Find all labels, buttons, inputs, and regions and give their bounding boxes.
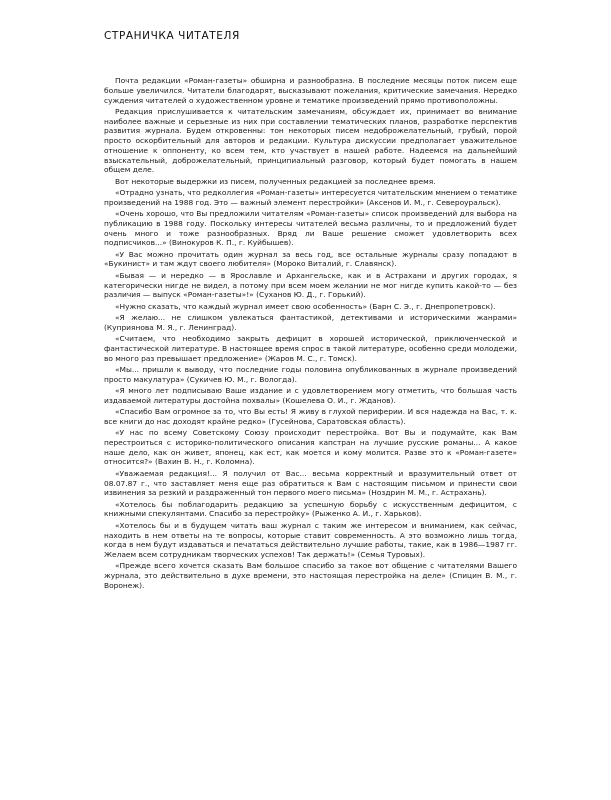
paragraph: Вот некоторые выдержки из писем, полученных редакцией за последнее время.: [115, 176, 436, 186]
paragraph: «Хотелось бы поблагодарить редакцию за успешную борьбу с искусственным дефицитом, с книжными спекулянтами. Спасибо за перестройку» (Рыженко А. И., г. Харьков).: [104, 499, 517, 519]
paragraph: «Бывая — и нередко — в Ярославле и Архангельске, как и в Астрахани и других городах, я категорически нигде не видел, а потому при всем моем желании не мог нигде купить какой-то — без различия — выпуск «Роман-газеты»!» (Суханов Ю. Д., г. Горький).: [104, 270, 517, 300]
paragraph: «Считаем, что необходимо закрыть дефицит в хорошей исторической, приключенческой и фантастической литературе. В настоящее время спрос в такой литературе, особенно среди молодежи, во много раз превышает предложение» (Жаров М. С., г. Томск).: [104, 334, 517, 363]
paragraph: «Отрадно узнать, что редколлегия «Роман-газеты» интересуется читательским мнением о тематике произведений на 1988 год. Это — важный элемент перестройки» (Аксенов И. М., г. Североуральск).: [104, 188, 517, 207]
paragraph: «У Вас можно прочитать один журнал за весь год, все остальные журналы сразу попадают в «Букинист» и там ждут своего любителя» (Мороко Виталий, г. Славянск).: [104, 249, 517, 269]
paragraph: «Прежде всего хочется сказать Вам большое спасибо за такое вот общение с читателями Вашего журнала, это действительно в духе времени, это настоящая перестройка на деле» (Спицин В. М., г. Воронеж).: [104, 561, 517, 590]
paragraph: «Я много лет подписываю Ваше издание и с удовлетворением могу отметить, что большая часть издаваемой литературы достойна похвалы» (Кошелева О. И., г. Жданов).: [104, 386, 517, 405]
paragraph: «Мы... пришли к выводу, что последние годы половина опубликованных в журнале произведений просто макулатура» (Сукичев Ю. М., г. Вологда).: [104, 364, 517, 384]
letters-column: [104, 76, 517, 592]
paragraph: «Очень хорошо, что Вы предложили читателям «Роман-газеты» список произведений для выбора на публикацию в 1988 году. Поскольку интересы читателей весьма различны, то и предложений будет очень много и тоже разнообразных. Вряд ли Ваше решение сможет удовлетворить всех подписчиков...» (Винокуров К. П., г. Куйбышев).: [104, 209, 517, 248]
paragraph: «Я желаю... не слишком увлекаться фантастикой, детективами и историческими жанрами» (Куприянова М. Я., г. Ленинград).: [104, 313, 517, 332]
paragraph: «Спасибо Вам огромное за то, что Вы есть! Я живу в глухой периферии. И вся надежда на Вас, т. к. все книги до нас доходят крайне редко» (Гусейнова, Саратовская область).: [104, 407, 517, 426]
paragraph: «У нас по всему Советскому Союзу происходит перестройка. Вот Вы и подумайте, как Вам перестроиться с историко-политического описания капстран на лучшие русские романы... А какое наше дело, как он живет, японец, как ест, как моется и кому молится. Разве это к «Роман-газете» относится?» (Вахин В. Н., г. Коломна).: [104, 428, 517, 467]
paragraph: «Хотелось бы и в будущем читать ваш журнал с таким же интересом и вниманием, как сейчас, находить в нем ответы на те вопросы, которые ставит современность. А это возможно лишь тогда, когда в нем будут издаваться и печататься действительно лучшие работы, такие, как в 1986—1987 гг. Желаем всем сотрудникам творческих успехов! Так держать!» (Семья Туровых).: [104, 520, 517, 559]
paragraph: Почта редакции «Роман-газеты» обширна и разнообразна. В последние месяцы поток писем еще больше увеличился. Читатели благодарят, высказывают пожелания, критические замечания. Нередко суждения читателей о художественном уровне и тематике произведений прямо противоположны.: [104, 76, 517, 105]
paragraph: «Уважаемая редакция!... Я получил от Вас... весьма корректный и вразумительный ответ от 08.07.87 г., что заставляет меня еще раз обратиться к Вам с настоящим письмом и принести свои извинения за резкий и раздраженный тон первого моего письма» (Ноздрин М. М., г. Астрахань).: [104, 468, 517, 498]
section-title: СТРАНИЧКА ЧИТАТЕЛЯ: [104, 30, 240, 42]
paragraph: «Нужно сказать, что каждый журнал имеет свою особенность» (Барн С. Э., г. Днепропетровск).: [115, 301, 496, 311]
paragraph: Редакция прислушивается к читательским замечаниям, обсуждает их, принимает во внимание наиболее важные и серьезные из них при составлении тематических планов, разработке перспектив развития журнала. Будем откровенны: тон некоторых писем недоброжелательный, грубый, порой просто оскорбительный для авторов и редакции. Культура дискуссии предполагает уважительное отношение к оппоненту, ко всем тем, кто участвует в нашей работе. Надеемся на дальнейший взыскательный, доброжелательный, принципиальный разговор, который будет помогать в нашем общем деле.: [104, 106, 517, 175]
